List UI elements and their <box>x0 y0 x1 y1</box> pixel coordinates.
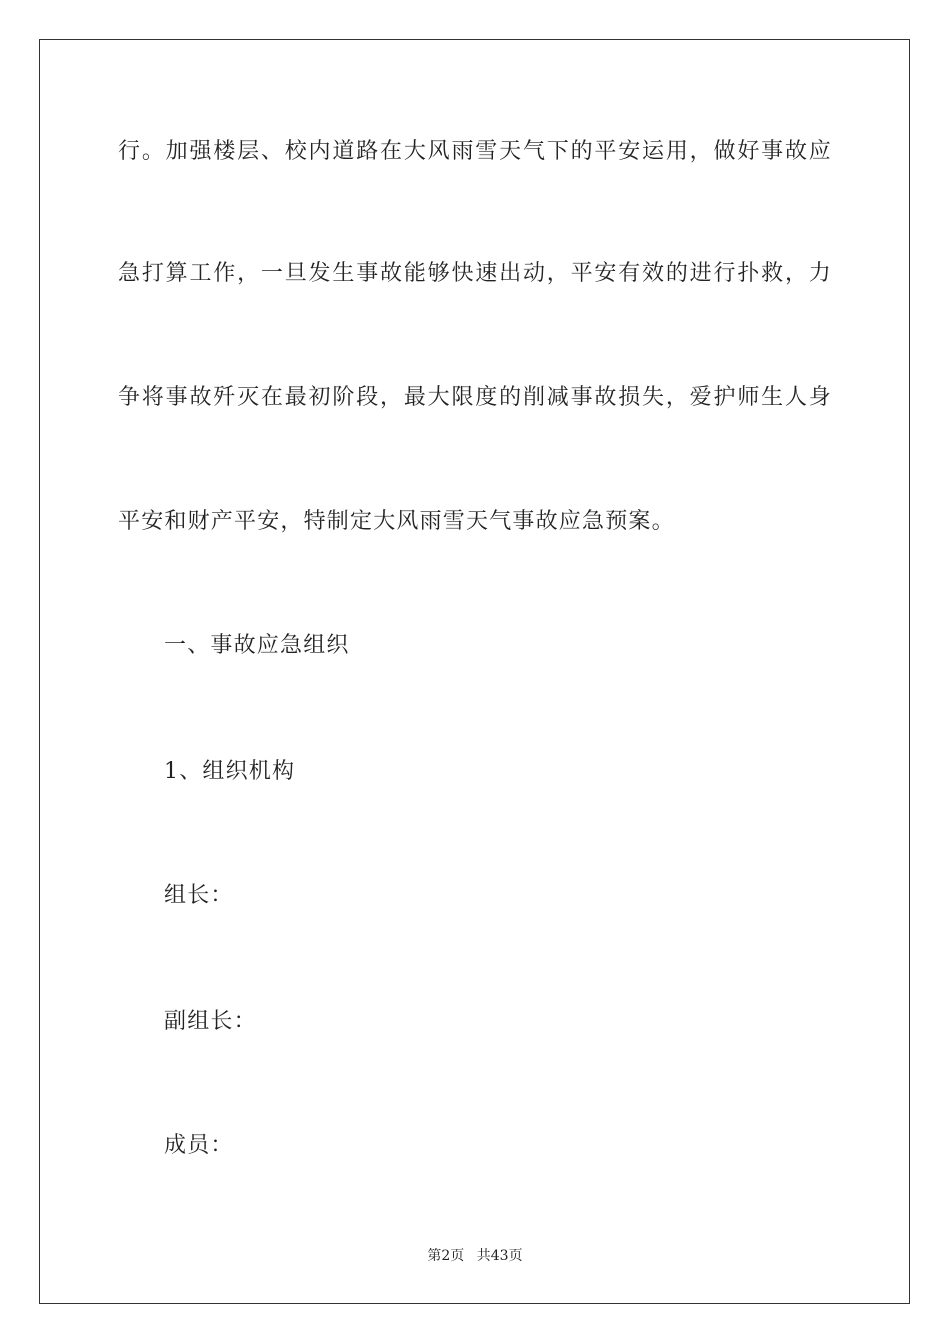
body-line-2: 急打算工作，一旦发生事故能够快速出动，平安有效的进行扑救，力 <box>118 261 832 286</box>
page-footer <box>0 1245 950 1265</box>
body-line-3: 争将事故歼灭在最初阶段，最大限度的削减事故损失，爱护师生人身 <box>118 385 832 410</box>
page-border <box>39 39 910 1304</box>
page-number-total: 共43页 <box>476 1248 523 1264</box>
body-line-4: 平安和财产平安，特制定大风雨雪天气事故应急预案。 <box>118 509 675 534</box>
field-leader: 组长： <box>164 883 234 908</box>
field-deputy-leader: 副组长： <box>164 1009 257 1034</box>
subsection-heading: 1、组织机构 <box>164 759 296 784</box>
page-number-current: 第2页 <box>427 1248 465 1264</box>
field-members: 成员： <box>164 1133 234 1158</box>
body-line-1: 行。加强楼层、校内道路在大风雨雪天气下的平安运用，做好事故应 <box>118 139 832 164</box>
section-heading: 一、事故应急组织 <box>164 633 350 658</box>
